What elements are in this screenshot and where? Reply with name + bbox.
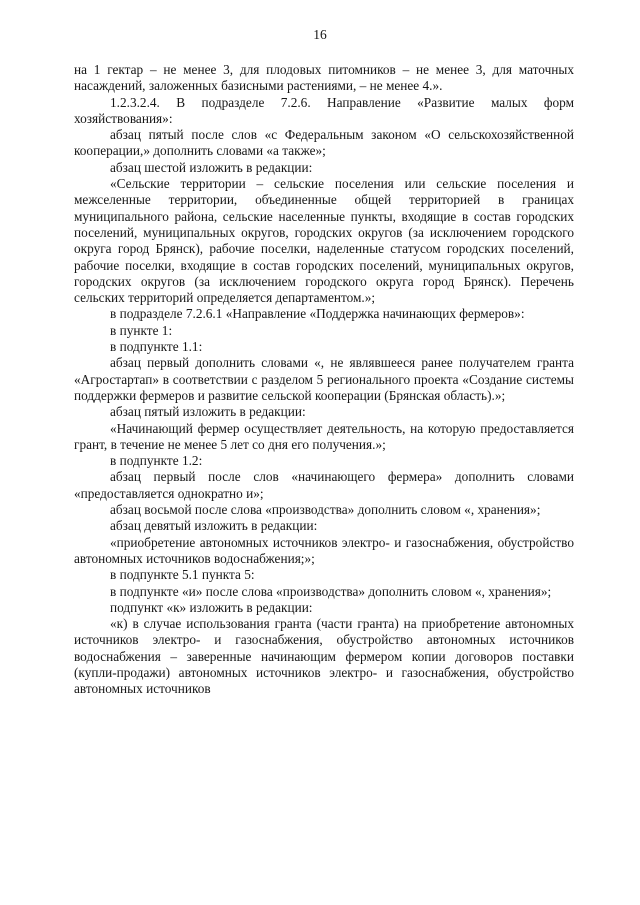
paragraph: «Сельские территории – сельские поселения или сельские поселения и межселенные территории, объединенные общей территорией в границах муниципального района, сельские населенные пункты, входящие в состав городских поселений, муниципальных округов, городских округов (за исключением городского округа город Брянск), рабочие поселки, наделенные статусом городских поселений, рабочие поселки, входящие в состав городских поселений, муниципальных округов, городских округов (за исключением городского округа город Брянск). Перечень сельских территорий определяется департаментом.»; bbox=[74, 176, 574, 306]
paragraph: абзац первый дополнить словами «, не являвшееся ранее получателем гранта «Агростартап» в соответствии с разделом 5 регионального проекта «Создание системы поддержки фермеров и развитие сельской кооперации (Брянская область).»; bbox=[74, 355, 574, 403]
paragraph: подпункт «к» изложить в редакции: bbox=[110, 599, 313, 615]
paragraph: абзац пятый изложить в редакции: bbox=[110, 404, 306, 420]
paragraph: абзац пятый после слов «с Федеральным законом «О сельскохозяйственной кооперации,» дополнить словами «а также»; bbox=[74, 127, 574, 159]
page-number: 16 bbox=[313, 27, 327, 42]
paragraph: абзац первый после слов «начинающего фермера» дополнить словами «предоставляется однократно и»; bbox=[74, 469, 574, 501]
paragraph: в подпункте 1.1: bbox=[110, 339, 203, 355]
paragraph: в подпункте 5.1 пункта 5: bbox=[110, 567, 255, 583]
paragraph: «приобретение автономных источников электро- и газоснабжения, обустройство автономных источников водоснабжения;»; bbox=[74, 534, 574, 566]
paragraph: в подпункте 1.2: bbox=[110, 453, 203, 469]
paragraph: в пункте 1: bbox=[110, 322, 173, 338]
paragraph: «Начинающий фермер осуществляет деятельность, на которую предоставляется грант, в течение не менее 5 лет со дня его получения.»; bbox=[74, 420, 574, 452]
paragraph: абзац шестой изложить в редакции: bbox=[110, 159, 313, 175]
paragraph: в подразделе 7.2.6.1 «Направление «Поддержка начинающих фермеров»: bbox=[110, 306, 525, 322]
paragraph: в подпункте «и» после слова «производства» дополнить словом «, хранения»; bbox=[110, 583, 552, 599]
document-body bbox=[74, 62, 574, 698]
paragraph: абзац восьмой после слова «производства» дополнить словом «, хранения»; bbox=[110, 502, 541, 518]
paragraph: на 1 гектар – не менее 3, для плодовых питомников – не менее 3, для маточных насаждений, заложенных базисными растениями, – не менее 4.». bbox=[74, 62, 574, 94]
paragraph: абзац девятый изложить в редакции: bbox=[110, 518, 318, 534]
paragraph: «к) в случае использования гранта (части гранта) на приобретение автономных источников электро- и газоснабжения, обустройство автономных источников водоснабжения – заверенные начинающим фермером копии договоров поставки (купли-продажи) автономных источников электро- и газоснабжения, обустройство автономных источников bbox=[74, 616, 574, 697]
paragraph: 1.2.3.2.4. В подразделе 7.2.6. Направление «Развитие малых форм хозяйствования»: bbox=[74, 94, 574, 126]
